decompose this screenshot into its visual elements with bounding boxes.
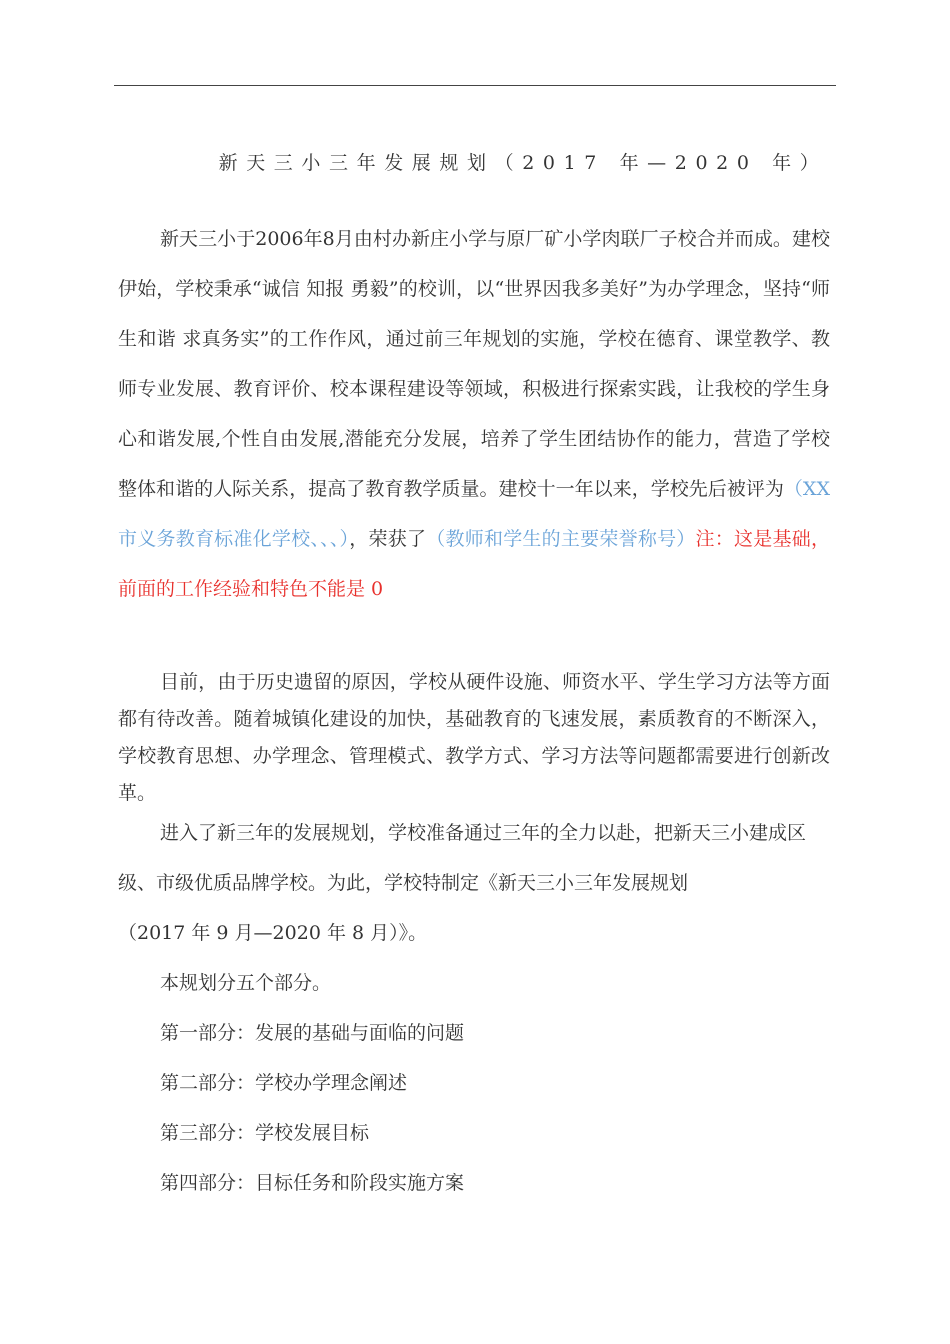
document-title: 新天三小三年发展规划（2017 年—2020 年）: [218, 152, 828, 174]
outline-item-part-3: 第三部分：学校发展目标: [160, 1122, 370, 1144]
paragraph-current-status: 目前，由于历史遗留的原因，学校从硬件设施、师资水平、学生学习方法等方面都有待改善。随着城镇化建设的加快，基础教育的飞速发展，素质教育的不断深入，学校教育思想、办学理念、管理模式、教学方式、学习方法等问题都需要进行创新改革。: [118, 671, 830, 804]
outline-item-part-1: 第一部分：发展的基础与面临的问题: [160, 1022, 465, 1044]
plan-period: （2017 年 9 月—2020 年 8 月）》。: [118, 922, 428, 944]
paragraph-foundation-text: 新天三小于2006年8月由村办新庄小学与原厂矿小学肉联厂子校合并而成。建校伊始，学校秉承“诚信 知报 勇毅”的校训，以“世界因我多美好”为办学理念，坚持“师生和谐 求真务实”的工作作风，通过前三年规划的实施，学校在德育、课堂教学、教师专业发展、教育评价、校本课程建设等领域，积极进行探索实践，让我校的学生身心和谐发展,个性自由发展,潜能充分发展，培养了学生团结协作的能力，营造了学校整体和谐的人际关系，提高了教育教学质量。建校十一年以来，学校先后被评为: [118, 228, 830, 500]
editor-note: 注：这是基础，前面的工作经验和特色不能是 0: [118, 528, 830, 600]
outline-intro: 本规划分五个部分。: [160, 972, 332, 994]
plan-outline: [160, 958, 464, 1208]
header-rule: [114, 85, 836, 86]
outline-item-part-2: 第二部分：学校办学理念阐述: [160, 1072, 408, 1094]
placeholder-honor-titles: （XX 市义务教育标准化学校、、、）: [118, 478, 830, 550]
outline-item-part-4: 第四部分：目标任务和阶段实施方案: [160, 1172, 465, 1194]
paragraph-foundation-connector: ，荣获了: [349, 528, 427, 550]
paragraph-foundation: [118, 214, 830, 614]
placeholder-awards: （教师和学生的主要荣誉称号）: [426, 528, 696, 550]
paragraph-plan-intro: [118, 808, 830, 958]
paragraph-plan-intro-text: 进入了新三年的发展规划，学校准备通过三年的全力以赴，把新天三小建成区级、市级优质品牌学校。为此，学校特制定《新天三小三年发展规划: [118, 822, 807, 894]
